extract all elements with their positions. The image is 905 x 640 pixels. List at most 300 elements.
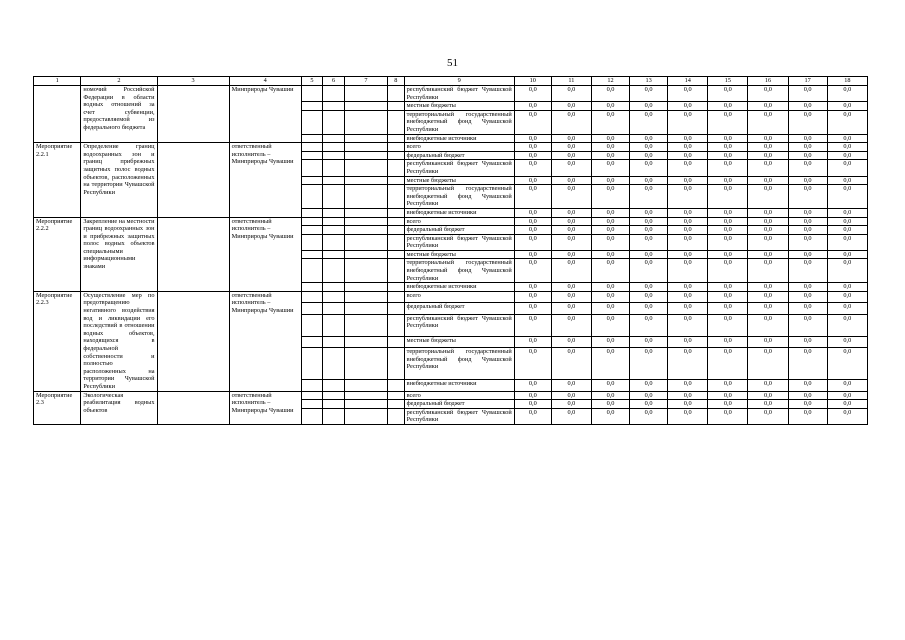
funding-source: территориальный государственный внебюджетный фонд Чувашской Республики [404, 348, 514, 380]
empty-cell [157, 86, 229, 143]
table-row [34, 86, 868, 102]
code-cell [344, 336, 387, 348]
code-cell [388, 160, 404, 176]
amount-cell: 0,0 [630, 348, 668, 380]
amount-cell: 0,0 [591, 176, 629, 185]
column-number: 18 [827, 77, 867, 86]
amount-cell: 0,0 [668, 143, 708, 152]
funding-source: внебюджетные источники [404, 283, 514, 292]
amount-cell: 0,0 [591, 348, 629, 380]
column-number: 11 [551, 77, 591, 86]
code-cell [323, 160, 345, 176]
code-cell [388, 400, 404, 409]
column-number: 12 [591, 77, 629, 86]
amount-cell: 0,0 [708, 291, 748, 303]
funding-source: республиканский бюджет Чувашской Республики [404, 160, 514, 176]
code-cell [323, 151, 345, 160]
code-cell [344, 400, 387, 409]
code-cell [301, 160, 323, 176]
code-cell [323, 234, 345, 250]
amount-cell: 0,0 [827, 217, 867, 226]
amount-cell: 0,0 [551, 283, 591, 292]
amount-cell: 0,0 [788, 110, 827, 134]
measure-title: Экологическая реабилитация водных объектов [81, 391, 157, 424]
amount-cell: 0,0 [514, 226, 551, 235]
amount-cell: 0,0 [591, 408, 629, 424]
amount-cell: 0,0 [514, 283, 551, 292]
code-cell [344, 208, 387, 217]
code-cell [301, 102, 323, 111]
empty-cell [157, 217, 229, 291]
amount-cell: 0,0 [551, 134, 591, 143]
amount-cell: 0,0 [551, 259, 591, 283]
code-cell [301, 234, 323, 250]
amount-cell: 0,0 [827, 283, 867, 292]
code-cell [388, 291, 404, 303]
code-cell [301, 314, 323, 336]
amount-cell: 0,0 [788, 226, 827, 235]
code-cell [323, 102, 345, 111]
amount-cell: 0,0 [514, 102, 551, 111]
amount-cell: 0,0 [788, 86, 827, 102]
amount-cell: 0,0 [748, 102, 788, 111]
amount-cell: 0,0 [514, 160, 551, 176]
amount-cell: 0,0 [748, 314, 788, 336]
amount-cell: 0,0 [748, 391, 788, 400]
amount-cell: 0,0 [827, 348, 867, 380]
measure-title: Определение границ водоохранных зон и границ прибрежных защитных полос водных объектов, расположенных на территории Чувашской Республики [81, 143, 157, 217]
amount-cell: 0,0 [551, 336, 591, 348]
code-cell [388, 151, 404, 160]
code-cell [344, 348, 387, 380]
amount-cell: 0,0 [591, 217, 629, 226]
code-cell [388, 348, 404, 380]
code-cell [388, 283, 404, 292]
amount-cell: 0,0 [668, 226, 708, 235]
amount-cell: 0,0 [668, 176, 708, 185]
amount-cell: 0,0 [708, 303, 748, 315]
amount-cell: 0,0 [668, 379, 708, 391]
code-cell [344, 291, 387, 303]
amount-cell: 0,0 [630, 176, 668, 185]
amount-cell: 0,0 [551, 400, 591, 409]
amount-cell: 0,0 [708, 379, 748, 391]
amount-cell: 0,0 [788, 217, 827, 226]
code-cell [301, 250, 323, 259]
amount-cell: 0,0 [514, 400, 551, 409]
amount-cell: 0,0 [591, 208, 629, 217]
code-cell [323, 314, 345, 336]
executor: ответственный исполнитель – Минприроды Чувашии [229, 143, 301, 217]
amount-cell: 0,0 [630, 303, 668, 315]
amount-cell: 0,0 [708, 185, 748, 209]
amount-cell: 0,0 [551, 348, 591, 380]
amount-cell: 0,0 [827, 303, 867, 315]
amount-cell: 0,0 [827, 400, 867, 409]
code-cell [301, 391, 323, 400]
amount-cell: 0,0 [668, 151, 708, 160]
executor: Минприроды Чувашии [229, 86, 301, 143]
amount-cell: 0,0 [788, 160, 827, 176]
amount-cell: 0,0 [630, 314, 668, 336]
code-cell [388, 234, 404, 250]
amount-cell: 0,0 [748, 110, 788, 134]
amount-cell: 0,0 [708, 348, 748, 380]
code-cell [388, 208, 404, 217]
code-cell [301, 348, 323, 380]
amount-cell: 0,0 [551, 234, 591, 250]
code-cell [301, 208, 323, 217]
amount-cell: 0,0 [668, 400, 708, 409]
funding-source: республиканский бюджет Чувашской Республики [404, 86, 514, 102]
funding-source: местные бюджеты [404, 102, 514, 111]
code-cell [344, 185, 387, 209]
code-cell [323, 217, 345, 226]
amount-cell: 0,0 [827, 250, 867, 259]
code-cell [301, 110, 323, 134]
code-cell [344, 314, 387, 336]
amount-cell: 0,0 [748, 185, 788, 209]
amount-cell: 0,0 [668, 110, 708, 134]
funding-source: федеральный бюджет [404, 226, 514, 235]
code-cell [323, 86, 345, 102]
amount-cell: 0,0 [551, 303, 591, 315]
code-cell [344, 102, 387, 111]
amount-cell: 0,0 [551, 160, 591, 176]
amount-cell: 0,0 [591, 151, 629, 160]
code-cell [388, 303, 404, 315]
amount-cell: 0,0 [668, 208, 708, 217]
code-cell [323, 226, 345, 235]
code-cell [344, 110, 387, 134]
amount-cell: 0,0 [708, 391, 748, 400]
measure-title: Закрепление на местности границ водоохранных зон и прибрежных защитных полос водных объектов специальными информационными знаками [81, 217, 157, 291]
amount-cell: 0,0 [591, 291, 629, 303]
amount-cell: 0,0 [748, 234, 788, 250]
column-number: 17 [788, 77, 827, 86]
amount-cell: 0,0 [748, 176, 788, 185]
code-cell [323, 143, 345, 152]
code-cell [344, 160, 387, 176]
code-cell [388, 314, 404, 336]
amount-cell: 0,0 [630, 134, 668, 143]
amount-cell: 0,0 [827, 176, 867, 185]
amount-cell: 0,0 [668, 134, 708, 143]
amount-cell: 0,0 [630, 102, 668, 111]
code-cell [323, 303, 345, 315]
amount-cell: 0,0 [708, 160, 748, 176]
code-cell [344, 379, 387, 391]
amount-cell: 0,0 [748, 160, 788, 176]
funding-source: федеральный бюджет [404, 400, 514, 409]
amount-cell: 0,0 [551, 291, 591, 303]
amount-cell: 0,0 [748, 259, 788, 283]
column-number: 10 [514, 77, 551, 86]
amount-cell: 0,0 [827, 291, 867, 303]
table-body [34, 77, 868, 425]
amount-cell: 0,0 [668, 259, 708, 283]
amount-cell: 0,0 [514, 291, 551, 303]
code-cell [388, 86, 404, 102]
amount-cell: 0,0 [551, 151, 591, 160]
funding-source: территориальный государственный внебюджетный фонд Чувашской Республики [404, 259, 514, 283]
amount-cell: 0,0 [630, 400, 668, 409]
amount-cell: 0,0 [827, 226, 867, 235]
amount-cell: 0,0 [514, 234, 551, 250]
column-number: 13 [630, 77, 668, 86]
amount-cell: 0,0 [630, 226, 668, 235]
amount-cell: 0,0 [708, 250, 748, 259]
code-cell [388, 250, 404, 259]
amount-cell: 0,0 [788, 291, 827, 303]
amount-cell: 0,0 [827, 379, 867, 391]
amount-cell: 0,0 [827, 143, 867, 152]
executor: ответственный исполнитель – Минприроды Чувашии [229, 291, 301, 391]
amount-cell: 0,0 [748, 208, 788, 217]
code-cell [323, 336, 345, 348]
amount-cell: 0,0 [630, 379, 668, 391]
amount-cell: 0,0 [514, 303, 551, 315]
amount-cell: 0,0 [827, 234, 867, 250]
amount-cell: 0,0 [708, 314, 748, 336]
code-cell [301, 408, 323, 424]
amount-cell: 0,0 [591, 336, 629, 348]
executor: ответственный исполнитель – Минприроды Чувашии [229, 217, 301, 291]
amount-cell: 0,0 [514, 86, 551, 102]
code-cell [301, 291, 323, 303]
amount-cell: 0,0 [514, 185, 551, 209]
funding-source: республиканский бюджет Чувашской Республики [404, 234, 514, 250]
funding-source: внебюджетные источники [404, 134, 514, 143]
code-cell [388, 336, 404, 348]
amount-cell: 0,0 [788, 314, 827, 336]
code-cell [344, 143, 387, 152]
column-number: 5 [301, 77, 323, 86]
amount-cell: 0,0 [708, 217, 748, 226]
amount-cell: 0,0 [748, 348, 788, 380]
amount-cell: 0,0 [591, 303, 629, 315]
amount-cell: 0,0 [668, 102, 708, 111]
code-cell [344, 391, 387, 400]
amount-cell: 0,0 [788, 379, 827, 391]
funding-source: всего [404, 143, 514, 152]
amount-cell: 0,0 [788, 234, 827, 250]
amount-cell: 0,0 [551, 226, 591, 235]
amount-cell: 0,0 [788, 283, 827, 292]
amount-cell: 0,0 [514, 143, 551, 152]
funding-source: федеральный бюджет [404, 151, 514, 160]
code-cell [323, 283, 345, 292]
amount-cell: 0,0 [591, 143, 629, 152]
amount-cell: 0,0 [551, 102, 591, 111]
code-cell [344, 86, 387, 102]
code-cell [344, 134, 387, 143]
amount-cell: 0,0 [827, 208, 867, 217]
code-cell [344, 408, 387, 424]
amount-cell: 0,0 [668, 160, 708, 176]
funding-source: республиканский бюджет Чувашской Республики [404, 408, 514, 424]
amount-cell: 0,0 [748, 134, 788, 143]
code-cell [301, 379, 323, 391]
amount-cell: 0,0 [668, 234, 708, 250]
code-cell [388, 176, 404, 185]
amount-cell: 0,0 [708, 208, 748, 217]
amount-cell: 0,0 [591, 102, 629, 111]
code-cell [323, 259, 345, 283]
amount-cell: 0,0 [788, 259, 827, 283]
measure-code: Мероприятие 2.2.3 [34, 291, 81, 391]
column-number: 9 [404, 77, 514, 86]
amount-cell: 0,0 [748, 408, 788, 424]
table-row [34, 391, 868, 400]
amount-cell: 0,0 [551, 176, 591, 185]
amount-cell: 0,0 [514, 408, 551, 424]
amount-cell: 0,0 [827, 336, 867, 348]
amount-cell: 0,0 [630, 110, 668, 134]
measure-title: номочий Российской Федерации в области водных отношений за счет субвенции, предоставляемой из федерального бюджета [81, 86, 157, 143]
amount-cell: 0,0 [514, 348, 551, 380]
amount-cell: 0,0 [708, 176, 748, 185]
amount-cell: 0,0 [708, 110, 748, 134]
amount-cell: 0,0 [827, 259, 867, 283]
code-cell [344, 217, 387, 226]
amount-cell: 0,0 [827, 314, 867, 336]
code-cell [301, 86, 323, 102]
amount-cell: 0,0 [668, 250, 708, 259]
amount-cell: 0,0 [591, 234, 629, 250]
funding-source: всего [404, 217, 514, 226]
amount-cell: 0,0 [630, 234, 668, 250]
amount-cell: 0,0 [551, 217, 591, 226]
amount-cell: 0,0 [668, 314, 708, 336]
amount-cell: 0,0 [708, 234, 748, 250]
amount-cell: 0,0 [514, 217, 551, 226]
amount-cell: 0,0 [551, 185, 591, 209]
empty-cell [157, 291, 229, 391]
funding-source: всего [404, 291, 514, 303]
amount-cell: 0,0 [708, 226, 748, 235]
amount-cell: 0,0 [708, 400, 748, 409]
amount-cell: 0,0 [630, 86, 668, 102]
funding-source: местные бюджеты [404, 250, 514, 259]
amount-cell: 0,0 [788, 250, 827, 259]
code-cell [301, 226, 323, 235]
column-number: 3 [157, 77, 229, 86]
funding-source: внебюджетные источники [404, 208, 514, 217]
amount-cell: 0,0 [827, 408, 867, 424]
amount-cell: 0,0 [591, 400, 629, 409]
amount-cell: 0,0 [551, 379, 591, 391]
funding-source: местные бюджеты [404, 336, 514, 348]
amount-cell: 0,0 [788, 336, 827, 348]
funding-source: федеральный бюджет [404, 303, 514, 315]
amount-cell: 0,0 [630, 185, 668, 209]
code-cell [323, 110, 345, 134]
column-number: 14 [668, 77, 708, 86]
amount-cell: 0,0 [551, 110, 591, 134]
measure-code: Мероприятие 2.3 [34, 391, 81, 424]
code-cell [388, 217, 404, 226]
amount-cell: 0,0 [748, 151, 788, 160]
amount-cell: 0,0 [708, 151, 748, 160]
amount-cell: 0,0 [788, 151, 827, 160]
code-cell [388, 185, 404, 209]
code-cell [301, 134, 323, 143]
amount-cell: 0,0 [748, 283, 788, 292]
amount-cell: 0,0 [748, 336, 788, 348]
column-number: 16 [748, 77, 788, 86]
amount-cell: 0,0 [748, 303, 788, 315]
amount-cell: 0,0 [514, 134, 551, 143]
code-cell [323, 379, 345, 391]
amount-cell: 0,0 [514, 379, 551, 391]
amount-cell: 0,0 [788, 134, 827, 143]
funding-source: республиканский бюджет Чувашской Республики [404, 314, 514, 336]
amount-cell: 0,0 [591, 226, 629, 235]
amount-cell: 0,0 [630, 291, 668, 303]
executor: ответственный исполнитель – Минприроды Чувашии [229, 391, 301, 424]
amount-cell: 0,0 [630, 143, 668, 152]
column-number-row [34, 77, 868, 86]
amount-cell: 0,0 [708, 408, 748, 424]
amount-cell: 0,0 [591, 134, 629, 143]
amount-cell: 0,0 [708, 259, 748, 283]
funding-source: территориальный государственный внебюджетный фонд Чувашской Республики [404, 110, 514, 134]
amount-cell: 0,0 [708, 134, 748, 143]
amount-cell: 0,0 [708, 143, 748, 152]
code-cell [301, 303, 323, 315]
amount-cell: 0,0 [551, 143, 591, 152]
amount-cell: 0,0 [788, 208, 827, 217]
code-cell [323, 208, 345, 217]
code-cell [388, 408, 404, 424]
amount-cell: 0,0 [630, 160, 668, 176]
amount-cell: 0,0 [748, 379, 788, 391]
amount-cell: 0,0 [668, 336, 708, 348]
amount-cell: 0,0 [551, 208, 591, 217]
amount-cell: 0,0 [591, 185, 629, 209]
amount-cell: 0,0 [591, 379, 629, 391]
code-cell [388, 134, 404, 143]
amount-cell: 0,0 [591, 259, 629, 283]
code-cell [301, 217, 323, 226]
amount-cell: 0,0 [630, 250, 668, 259]
amount-cell: 0,0 [788, 185, 827, 209]
code-cell [344, 226, 387, 235]
amount-cell: 0,0 [748, 400, 788, 409]
amount-cell: 0,0 [630, 336, 668, 348]
amount-cell: 0,0 [788, 348, 827, 380]
amount-cell: 0,0 [514, 250, 551, 259]
amount-cell: 0,0 [827, 86, 867, 102]
column-number: 8 [388, 77, 404, 86]
code-cell [344, 259, 387, 283]
amount-cell: 0,0 [551, 314, 591, 336]
amount-cell: 0,0 [827, 160, 867, 176]
amount-cell: 0,0 [788, 391, 827, 400]
code-cell [323, 348, 345, 380]
code-cell [301, 283, 323, 292]
column-number: 2 [81, 77, 157, 86]
column-number: 15 [708, 77, 748, 86]
amount-cell: 0,0 [748, 226, 788, 235]
measure-code [34, 86, 81, 143]
amount-cell: 0,0 [827, 134, 867, 143]
page-number: 51 [447, 57, 458, 69]
amount-cell: 0,0 [630, 408, 668, 424]
program-table [33, 76, 868, 425]
amount-cell: 0,0 [708, 283, 748, 292]
